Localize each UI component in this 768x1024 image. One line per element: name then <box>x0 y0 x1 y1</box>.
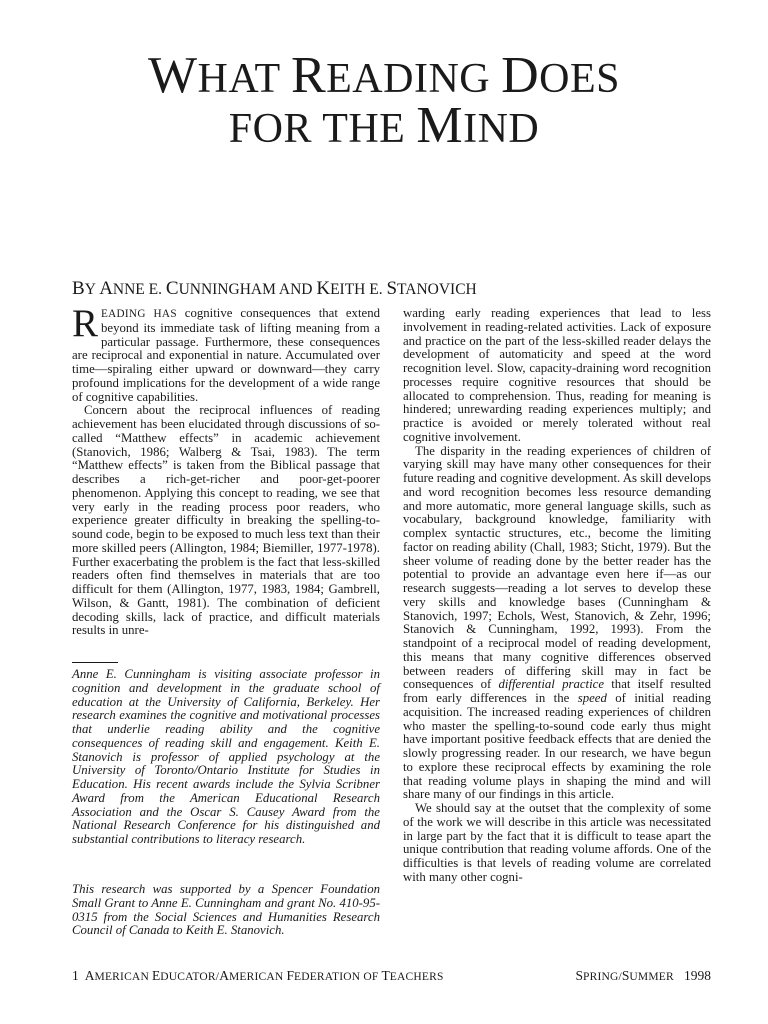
body-paragraph-3: warding early reading experiences that lead to less involvement in reading-related activities. Lack of exposure and practice on the part of the less-skilled reader delays the development of automaticity and speed at the word recognition level. Slow, capacity-draining word recognition processes require cognitive resources that should be allocated to comprehension. Thus, reading for meaning is hindered; unrewarding reading experiences multiply; and practice is avoided or merely tolerated without real cognitive involvement. <box>403 306 711 444</box>
drop-cap: R <box>72 302 99 345</box>
page-number: 1 <box>72 968 79 983</box>
body-paragraph-2: Concern about the reciprocal influences of reading achievement has been elucidated through discussions of so-called “Matthew effects” in academic achievement (Stanovich, 1986; Walberg & Tsai, 1983). The term “Matthew effects” is taken from the Biblical passage that describes a rich-get-richer and poor-get-poorer phenomenon. Applying this concept to reading, we see that very early in the reading process poor readers, who experience greater difficulty in breaking the spelling-to-sound code, begin to be exposed to much less text than their more skilled peers (Allington, 1984; Biemiller, 1977-1978). Further exacerbating the problem is the fact that less-skilled readers often find themselves in materials that are too difficult for them (Allington, 1977, 1983, 1984; Gambrell, Wilson, & Gantt, 1981). The combination of deficient decoding skills, lack of practice, and difficult materials results in unre- <box>72 403 380 638</box>
footer-issue-date: SPRING/SUMMER 1998 <box>575 968 711 983</box>
article-title-line-1: WHAT READING DOES <box>147 47 621 104</box>
footnote-divider <box>72 662 118 663</box>
lead-in-smallcaps: EADING HAS <box>101 308 177 320</box>
footer-publication: 1 AMERICAN EDUCATOR/AMERICAN FEDERATION OF TEACHERS <box>72 968 444 983</box>
body-paragraph-5: We should say at the outset that the complexity of some of the work we will describe in this article was necessitated in large part by the fact that it is difficult to tease apart the unique contribution that reading volume affords. One of the difficulties is that levels of reading volume are correlated with many other cogni- <box>403 801 711 884</box>
article-title-line-2: FOR THE MIND <box>228 97 540 154</box>
emphasis-speed: speed <box>577 691 607 705</box>
body-paragraph-1: READING HAS cognitive consequences that extend beyond its immediate task of lifting meaning from a particular passage. Furthermore, these consequences are reciprocal and exponential in nature. Accumulated over time—spiraling either upward or downward—they carry profound implications for the development of a wide range of cognitive capabilities. <box>72 302 380 404</box>
body-paragraph-4: The disparity in the reading experiences of children of varying skill may have many other consequences for their future reading and cognitive development. As skill develops and word recognition becomes less resource demanding and more automatic, more general language skills, such as vocabulary, background knowledge, familiarity with complex syntactic structures, etc., become the limiting factor on reading ability (Chall, 1983; Sticht, 1979). But the sheer volume of reading done by the better reader has the potential to provide an advantage even here if—as our research suggests—reading a lot serves to develop these very skills and knowledge bases (Cunningham & Stanovich, 1997; Echols, West, Stanovich, & Zehr, 1996; Stanovich & Cunningham, 1992, 1993). From the standpoint of a reciprocal model of reading development, this means that many cognitive differences observed between readers of differing skill may in fact be consequences of differential practice that itself resulted from early differences in the speed of initial reading acquisition. The increased reading experiences of children who master the spelling-to-sound code early thus might have important positive feedback effects that are denied the slowly progressing reader. In our research, we have begun to explore these reciprocal effects by examining the role that reading volume plays in shaping the mind and will share many of our findings in this article. <box>403 443 711 802</box>
byline: BY ANNE E. CUNNINGHAM AND KEITH E. STANOVICH <box>72 278 477 299</box>
right-column-body <box>403 307 711 885</box>
issue-year: 1998 <box>684 968 711 983</box>
grant-acknowledgment-note: This research was supported by a Spencer Foundation Small Grant to Anne E. Cunningham and grant No. 410-95-0315 from the Social Sciences and Humanities Research Council of Canada to Keith E. Stanovich. <box>72 882 380 938</box>
emphasis-differential-practice: differential practice <box>498 677 605 692</box>
left-column-body <box>72 302 380 638</box>
author-bio-note: Anne E. Cunningham is visiting associate professor in cognition and development in the graduate school of education at the University of California, Berkeley. Her research examines the cognitive and motivational processes that underlie reading ability and the cognitive consequences of reading skill and engagement. Keith E. Stanovich is professor of applied psychology at the University of Toronto/Ontario Institute for Studies in Education. His recent awards include the Sylvia Scribner Award from the American Educational Research Association and the Oscar S. Causey Award from the National Research Conference for his distinguished and substantial contributions to literacy research. <box>72 667 380 846</box>
